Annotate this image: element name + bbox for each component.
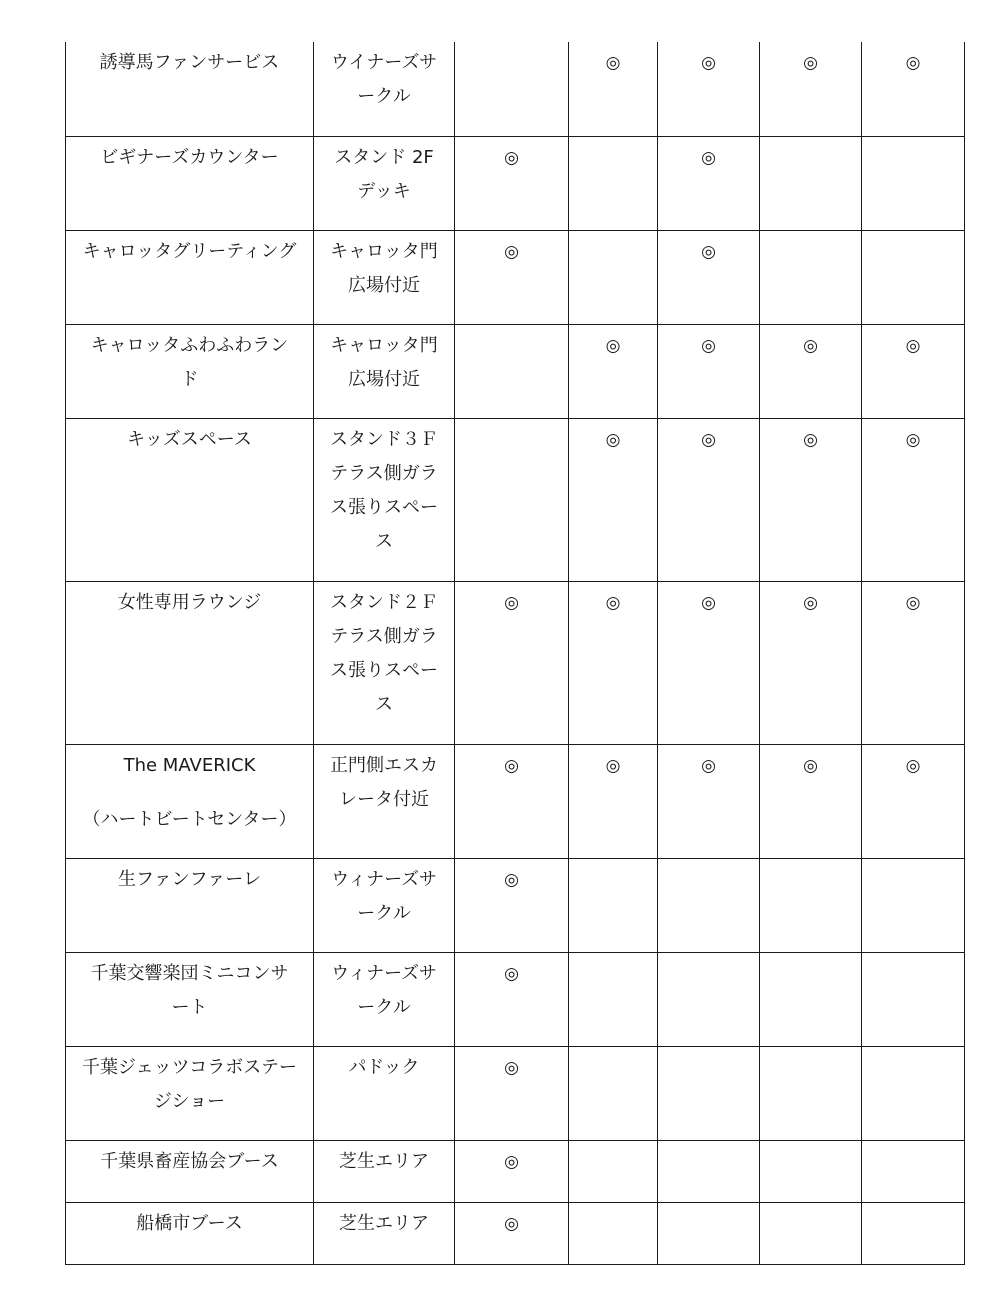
day-5-cell — [862, 324, 965, 418]
event-name: The MAVERICK — [123, 754, 256, 776]
event-name-cell — [66, 418, 314, 581]
location-cell: キャロッタ門広場付近 — [314, 324, 455, 418]
location-cell: スタンド 2F デッキ — [314, 136, 455, 230]
table-row — [66, 324, 965, 418]
day-1-cell — [455, 324, 569, 418]
table-body — [66, 42, 965, 1264]
double-circle-mark: ◎ — [803, 429, 818, 450]
event-name: 生ファンファーレ — [118, 868, 261, 890]
double-circle-mark: ◎ — [905, 429, 921, 450]
day-4-cell — [760, 952, 862, 1046]
table-row — [66, 858, 965, 952]
day-5-cell — [862, 42, 965, 136]
event-name: キャロッタふわふわランド — [90, 334, 289, 390]
double-circle-mark: ◎ — [905, 755, 921, 776]
event-name-cell — [66, 744, 314, 858]
day-1-cell — [455, 858, 569, 952]
double-circle-mark: ◎ — [504, 592, 519, 613]
day-1-cell — [455, 136, 569, 230]
day-3-cell — [658, 42, 760, 136]
event-name-cell — [66, 1202, 314, 1264]
event-name: 千葉ジェッツコラボステージショー — [82, 1056, 297, 1112]
double-circle-mark: ◎ — [701, 429, 716, 450]
day-3-cell — [658, 952, 760, 1046]
day-1-cell — [455, 581, 569, 744]
table-row — [66, 1202, 965, 1264]
day-4-cell — [760, 858, 862, 952]
day-4-cell — [760, 1140, 862, 1202]
double-circle-mark: ◎ — [803, 335, 818, 356]
location-cell: パドック — [314, 1046, 455, 1140]
double-circle-mark: ◎ — [504, 755, 519, 776]
double-circle-mark: ◎ — [701, 147, 716, 168]
event-name-cell — [66, 581, 314, 744]
day-3-cell — [658, 136, 760, 230]
day-2-cell — [569, 1046, 658, 1140]
double-circle-mark: ◎ — [803, 53, 818, 73]
double-circle-mark: ◎ — [701, 241, 716, 262]
day-1-cell — [455, 1140, 569, 1202]
event-name: 女性専用ラウンジ — [117, 591, 262, 613]
day-5-cell — [862, 744, 965, 858]
double-circle-mark: ◎ — [504, 1057, 519, 1078]
day-2-cell — [569, 418, 658, 581]
day-4-cell — [760, 324, 862, 418]
table-row — [66, 42, 965, 136]
day-3-cell — [658, 1046, 760, 1140]
table-row — [66, 744, 965, 858]
double-circle-mark: ◎ — [504, 1213, 519, 1234]
table-row — [66, 952, 965, 1046]
day-5-cell — [862, 1140, 965, 1202]
day-3-cell — [658, 1140, 760, 1202]
double-circle-mark: ◎ — [605, 335, 621, 356]
day-3-cell — [658, 230, 760, 324]
day-5-cell — [862, 581, 965, 744]
double-circle-mark: ◎ — [504, 241, 519, 262]
day-3-cell — [658, 581, 760, 744]
double-circle-mark: ◎ — [803, 592, 818, 613]
day-1-cell — [455, 418, 569, 581]
event-schedule-table — [65, 42, 965, 1265]
event-name-cell — [66, 1046, 314, 1140]
double-circle-mark: ◎ — [905, 335, 921, 356]
day-2-cell — [569, 42, 658, 136]
day-4-cell — [760, 230, 862, 324]
event-name-cell — [66, 952, 314, 1046]
table-row — [66, 418, 965, 581]
day-1-cell — [455, 1202, 569, 1264]
location-cell: ウイナーズサークル — [314, 42, 455, 136]
day-4-cell — [760, 1046, 862, 1140]
day-5-cell — [862, 136, 965, 230]
location-cell: スタンド３Ｆテラス側ガラス張りスペース — [314, 418, 455, 581]
table-row — [66, 136, 965, 230]
day-5-cell — [862, 1202, 965, 1264]
event-name-cell — [66, 324, 314, 418]
day-3-cell — [658, 1202, 760, 1264]
day-2-cell — [569, 858, 658, 952]
day-1-cell — [455, 1046, 569, 1140]
day-5-cell — [862, 230, 965, 324]
event-name: キャロッタグリーティング — [82, 240, 297, 262]
double-circle-mark: ◎ — [803, 755, 818, 776]
day-5-cell — [862, 858, 965, 952]
day-4-cell — [760, 136, 862, 230]
double-circle-mark: ◎ — [605, 429, 621, 450]
double-circle-mark: ◎ — [605, 755, 621, 776]
day-2-cell — [569, 230, 658, 324]
event-name-cell — [66, 230, 314, 324]
double-circle-mark: ◎ — [504, 147, 519, 168]
day-4-cell — [760, 744, 862, 858]
event-name: キッズスペース — [127, 428, 252, 450]
day-5-cell — [862, 1046, 965, 1140]
day-1-cell — [455, 952, 569, 1046]
event-name: 千葉交響楽団ミニコンサート — [90, 962, 289, 1018]
event-name: 誘導馬ファンサービス — [99, 52, 280, 73]
event-name: 船橋市ブース — [136, 1212, 243, 1234]
day-3-cell — [658, 324, 760, 418]
double-circle-mark: ◎ — [701, 335, 716, 356]
day-4-cell — [760, 581, 862, 744]
day-5-cell — [862, 952, 965, 1046]
double-circle-mark: ◎ — [504, 1151, 519, 1172]
location-cell: キャロッタ門広場付近 — [314, 230, 455, 324]
day-2-cell — [569, 581, 658, 744]
table-row — [66, 230, 965, 324]
day-2-cell — [569, 744, 658, 858]
event-name-sub: （ハートビートセンター） — [82, 808, 297, 830]
event-name-cell — [66, 858, 314, 952]
location-cell: 芝生エリア — [314, 1202, 455, 1264]
day-2-cell — [569, 324, 658, 418]
table-row — [66, 581, 965, 744]
day-1-cell — [455, 42, 569, 136]
double-circle-mark: ◎ — [605, 592, 621, 613]
day-3-cell — [658, 858, 760, 952]
location-cell: ウィナーズサークル — [314, 858, 455, 952]
day-3-cell — [658, 418, 760, 581]
event-name: ビギナーズカウンター — [100, 146, 279, 168]
day-2-cell — [569, 1202, 658, 1264]
location-cell: スタンド２Ｆテラス側ガラス張りスペース — [314, 581, 455, 744]
location-cell: 正門側エスカレータ付近 — [314, 744, 455, 858]
day-2-cell — [569, 1140, 658, 1202]
double-circle-mark: ◎ — [905, 53, 921, 73]
table-row — [66, 1046, 965, 1140]
day-4-cell — [760, 42, 862, 136]
day-4-cell — [760, 1202, 862, 1264]
event-name-cell — [66, 136, 314, 230]
double-circle-mark: ◎ — [504, 869, 519, 890]
table-row — [66, 1140, 965, 1202]
day-2-cell — [569, 952, 658, 1046]
event-name: 千葉県畜産協会ブース — [100, 1150, 279, 1172]
event-name-cell — [66, 42, 314, 136]
double-circle-mark: ◎ — [701, 53, 716, 73]
double-circle-mark: ◎ — [504, 963, 519, 984]
location-cell: ウィナーズサークル — [314, 952, 455, 1046]
double-circle-mark: ◎ — [905, 592, 921, 613]
event-name-cell — [66, 1140, 314, 1202]
day-4-cell — [760, 418, 862, 581]
double-circle-mark: ◎ — [605, 53, 621, 73]
day-1-cell — [455, 744, 569, 858]
day-5-cell — [862, 418, 965, 581]
day-1-cell — [455, 230, 569, 324]
day-2-cell — [569, 136, 658, 230]
double-circle-mark: ◎ — [701, 755, 716, 776]
double-circle-mark: ◎ — [701, 592, 716, 613]
day-3-cell — [658, 744, 760, 858]
location-cell: 芝生エリア — [314, 1140, 455, 1202]
